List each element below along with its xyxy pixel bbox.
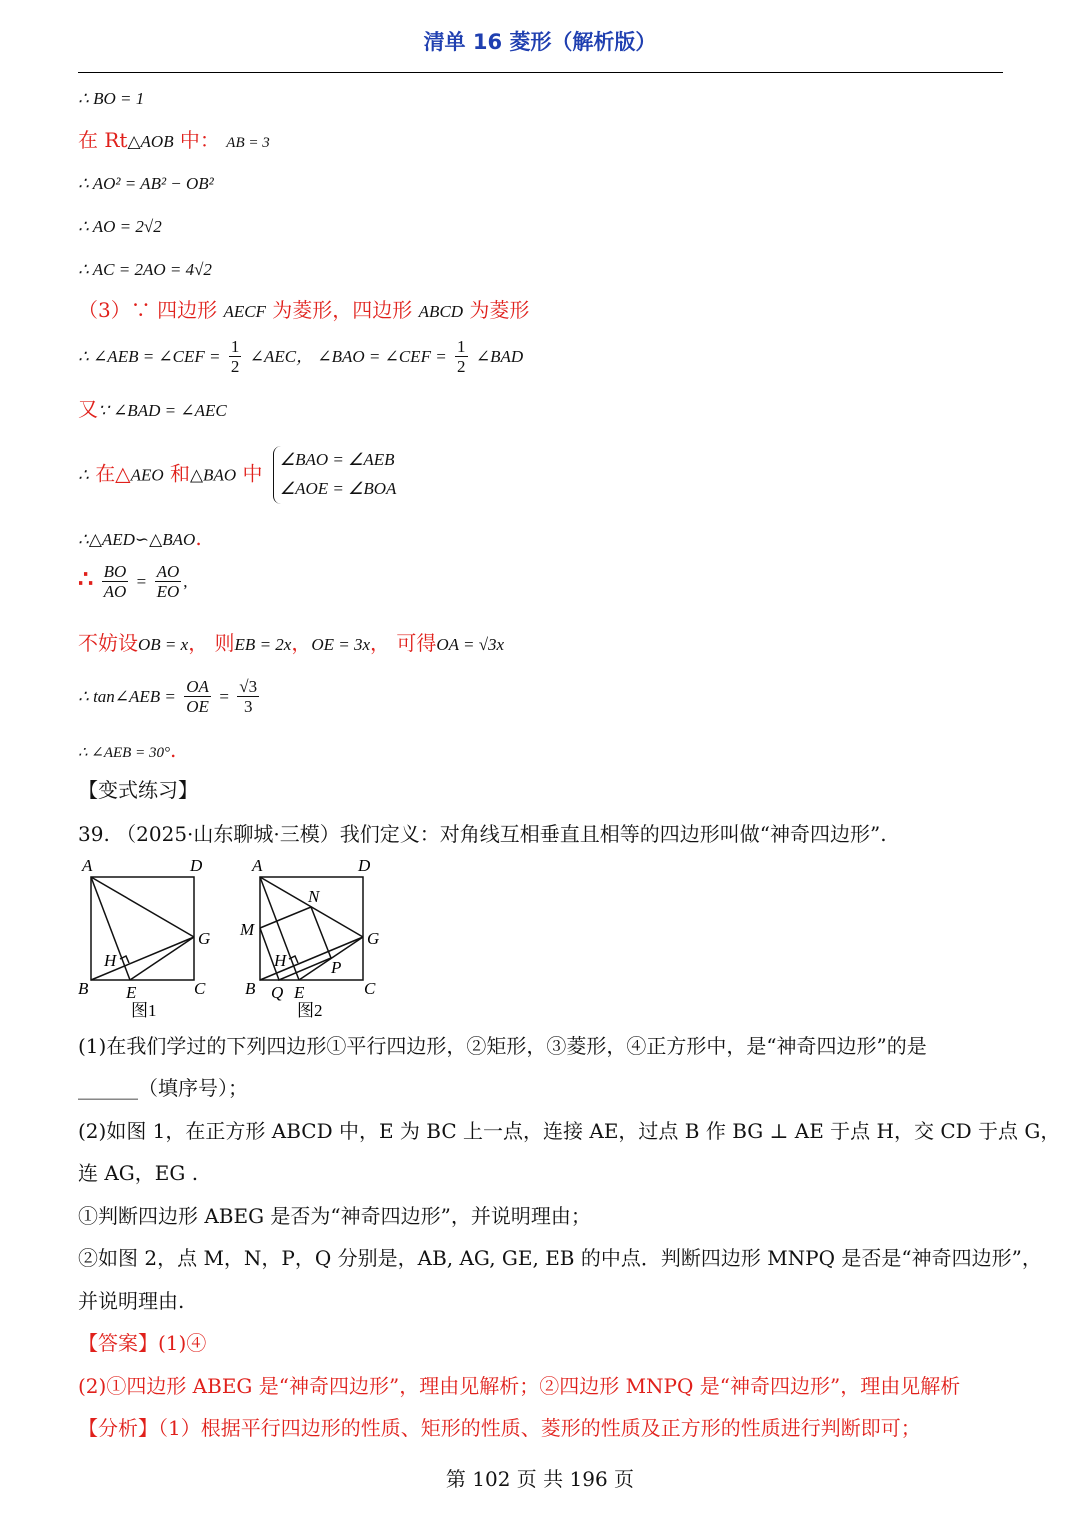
fig1-label-b: B — [78, 979, 89, 998]
ratio-comma: , — [183, 572, 188, 591]
let-c: ， 则 — [188, 631, 235, 655]
question-2-text: (2)如图 1，在正方形 ABCD 中，E 为 BC 上一点，连接 AE，过点 B 作 BG ⊥ AE 于点 H，交 CD 于点 G， — [78, 1119, 1061, 1143]
rt-triangle: △AOB — [127, 132, 174, 151]
analysis-line — [78, 1418, 921, 1438]
line-let — [78, 633, 504, 653]
tri-e: △BAO — [189, 465, 237, 485]
figure-1 — [76, 855, 236, 1025]
fig2-label-m: M — [240, 920, 255, 939]
fig2-label-c: C — [364, 979, 376, 998]
line-similar — [78, 528, 202, 548]
fig2-label-e: E — [294, 983, 305, 1002]
tan-fraction: $\frac{OA}{OE}$ — [186, 677, 209, 716]
question-1-text: (1)在我们学过的下列四边形①平行四边形，②矩形，③菱形，④正方形中，是“神奇四边形”的是 — [78, 1034, 927, 1058]
part3-e: 为菱形 — [463, 298, 530, 322]
answer-line-1 — [78, 1333, 206, 1353]
line-ratio — [78, 563, 188, 600]
answer-line-2: (2)①四边形 ABEG 是“神奇四边形”，理由见解析；②四边形 MNPQ 是“神奇四边形”，理由见解析 — [78, 1374, 961, 1398]
fig2-label-b: B — [245, 979, 256, 998]
question-2-sub1: ①判断四边形 ABEG 是否为“神奇四边形”，并说明理由； — [78, 1204, 591, 1228]
line-bo: ∴ BO = 1 — [78, 89, 145, 108]
figure-2 — [236, 855, 396, 1025]
question-1-blank: ______（填序号）； — [78, 1076, 248, 1100]
part3-d: ABCD — [418, 302, 464, 321]
line-rt — [78, 130, 270, 151]
rt-ab: AB = 3 — [226, 135, 270, 151]
let-g: ， 可得 — [370, 631, 437, 655]
degree-text: ∴ ∠AEB = 30° — [78, 745, 170, 761]
analysis-label: 【分析】 — [78, 1416, 158, 1440]
fig2-label-n: N — [308, 887, 320, 906]
fig1-label-c: C — [194, 979, 206, 998]
analysis-text: （1）根据平行四边形的性质、矩形的性质、菱形的性质及正方形的性质进行判断即可； — [158, 1416, 921, 1440]
part3-c: 为菱形，四边形 — [265, 298, 419, 322]
ratio-fraction-2: $\frac{AO}{EO}$ — [156, 562, 180, 601]
angles-a: ∴ ∠AEB = ∠CEF = — [78, 347, 221, 366]
rt-prefix: 在 Rt — [78, 128, 128, 152]
part3-b: AECF — [223, 302, 266, 321]
tan-result-fraction: $\frac{√3}{3}$ — [239, 677, 258, 716]
line-ac: ∴ AC = 2AO = 4√2 — [78, 260, 212, 279]
fig2-label-a: A — [252, 856, 263, 875]
variant-heading: 【变式练习】 — [78, 778, 198, 802]
line-you — [78, 399, 227, 419]
let-h: OA = √3x — [436, 635, 505, 654]
question-2-sub2-cont: 并说明理由. — [78, 1289, 185, 1313]
angles-b: ∠AEC， ∠BAO = ∠CEF = — [249, 347, 447, 366]
let-e: ， — [291, 631, 312, 655]
you-b: ∵ ∠BAD = ∠AEC — [98, 401, 227, 420]
line-angles — [78, 338, 523, 375]
tri-a: ∴ — [78, 465, 89, 485]
fig1-label-a: A — [82, 856, 93, 875]
sys-line-2: ∠AOE = ∠BOA — [279, 478, 397, 498]
line-tan — [78, 678, 261, 715]
page-footer: 第 102 页 共 196 页 — [445, 1467, 635, 1491]
fig1-line-ag — [91, 877, 194, 937]
tri-c: AEO — [130, 465, 164, 485]
ratio-fraction-1: $\frac{BO}{AO}$ — [103, 562, 127, 601]
answer-part1: (1)④ — [158, 1331, 207, 1355]
tan-eq: = — [219, 687, 229, 706]
answer-label: 【答案】 — [78, 1331, 158, 1355]
tri-f: 中 — [236, 461, 263, 486]
line-degree — [78, 740, 176, 761]
degree-dot: . — [169, 738, 177, 762]
tri-d: 和 — [163, 461, 190, 486]
fig2-label-p: P — [331, 958, 342, 977]
let-f: OE = 3x — [311, 635, 371, 654]
rt-mid: 中： — [173, 128, 220, 152]
similar-text: ∴△AED∽△BAO — [78, 530, 196, 549]
sys-line-1: ∠BAO = ∠AEB — [279, 450, 395, 469]
equation-system — [273, 446, 397, 504]
tan-a: ∴ tan∠AEB = — [78, 687, 176, 706]
question-2-sub2: ②如图 2，点 M，N，P，Q 分别是，AB, AG, GE, EB 的中点．判断四边形 MNPQ 是否是“神奇四边形”， — [78, 1246, 1042, 1270]
fig1-label-h: H — [104, 951, 117, 970]
line-triangles — [78, 446, 396, 504]
line-ao2: ∴ AO² = AB² − OB² — [78, 174, 214, 193]
angles-c: ∠BAD — [475, 347, 524, 366]
fig2-label-g: G — [367, 929, 380, 948]
part3-a: （3）∵ 四边形 — [78, 298, 224, 322]
fig2-caption: 图2 — [297, 1001, 323, 1020]
fig1-label-e: E — [126, 983, 137, 1002]
line-part3 — [78, 300, 529, 320]
problem-intro: 39. （2025·山东聊城·三模）我们定义：对角线互相垂直且相等的四边形叫做“神奇四边形”. — [78, 822, 887, 846]
header-rule — [78, 72, 1003, 73]
let-d: EB = 2x — [234, 635, 292, 654]
fig2-label-q: Q — [271, 983, 284, 1002]
fig1-line-eg — [130, 937, 194, 980]
similar-dot: . — [195, 526, 202, 550]
ratio-eq: = — [136, 572, 147, 591]
fig1-label-d: D — [190, 856, 203, 875]
fig1-label-g: G — [198, 929, 211, 948]
let-b: OB = x — [138, 635, 189, 654]
fig1-caption: 图1 — [131, 1001, 157, 1020]
question-2-connect: 连 AG，EG . — [78, 1161, 199, 1185]
half-fraction-2: $\frac{1}{2}$ — [457, 337, 466, 376]
fig2-label-h: H — [274, 951, 287, 970]
half-fraction-1: $\frac{1}{2}$ — [230, 337, 240, 376]
tri-b: 在△ — [95, 461, 131, 486]
line-ao: ∴ AO = 2√2 — [78, 217, 162, 236]
therefore-symbol: ∴ — [78, 564, 94, 593]
you-a: 又 — [78, 397, 98, 421]
let-a: 不妨设 — [78, 631, 138, 655]
page-header: 清单 16 菱形（解析版） — [423, 30, 657, 54]
fig2-label-d: D — [358, 856, 371, 875]
